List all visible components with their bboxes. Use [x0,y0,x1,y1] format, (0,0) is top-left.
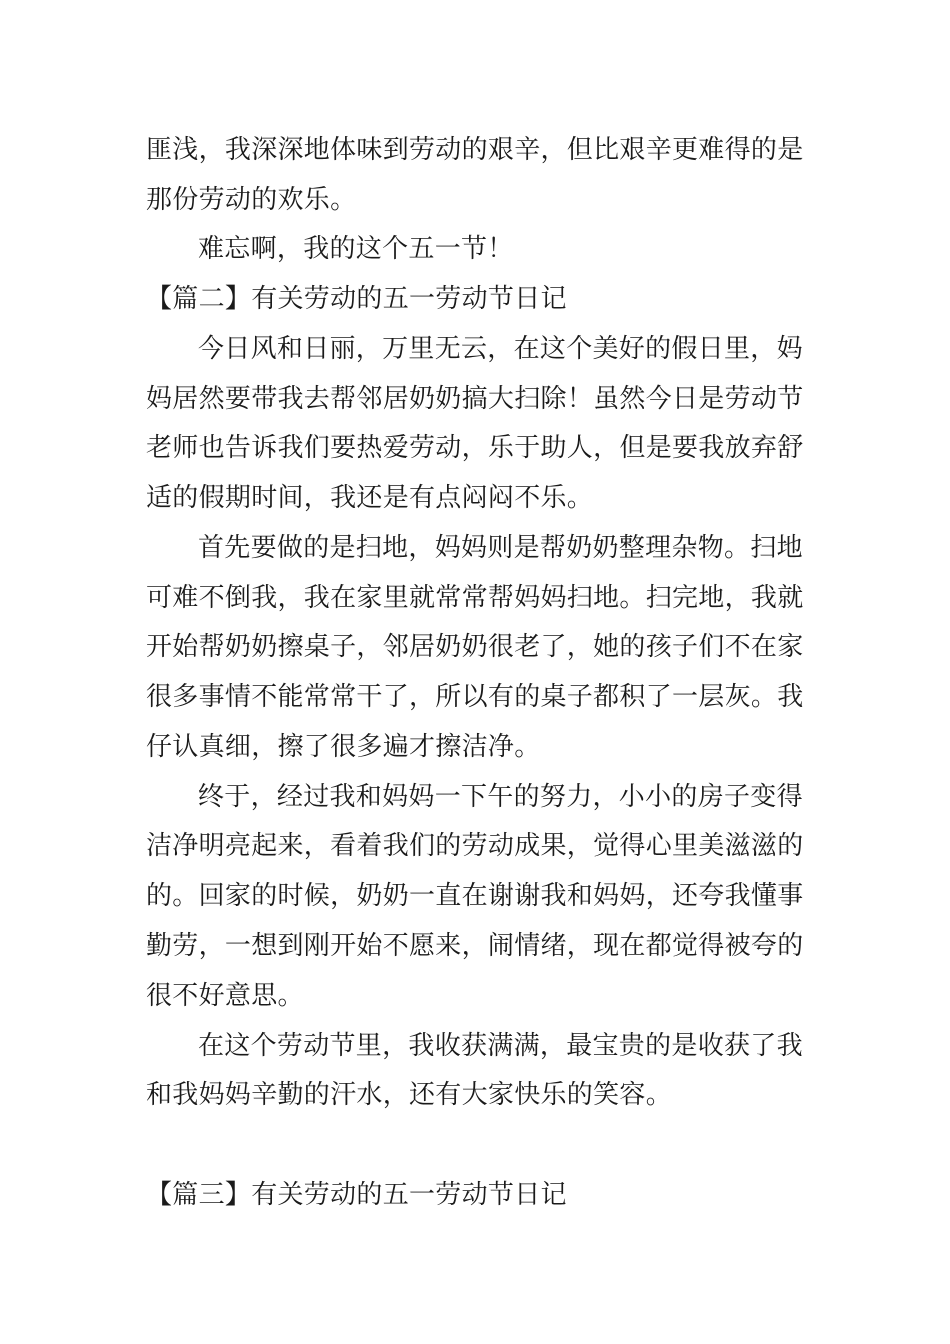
text-line: 匪浅，我深深地体味到劳动的艰辛，但比艰辛更难得的是 [146,135,804,165]
text-line: 今日风和日丽，万里无云，在这个美好的假日里，妈 [198,334,803,364]
text-line: 勤劳，一想到刚开始不愿来，闹情绪，现在都觉得被夸的 [146,931,804,961]
text-line: 很多事情不能常常干了，所以有的桌子都积了一层灰。我 [146,682,804,712]
text-line: 妈居然要带我去帮邻居奶奶搞大扫除！虽然今日是劳动节 [146,384,804,414]
text-line: 在这个劳动节里，我收获满满，最宝贵的是收获了我 [198,1031,803,1061]
text-line: 可难不倒我，我在家里就常常帮妈妈扫地。扫完地，我就 [146,583,804,613]
text-line: 的。回家的时候，奶奶一直在谢谢我和妈妈，还夸我懂事 [146,881,804,911]
text-line: 终于，经过我和妈妈一下午的努力，小小的房子变得 [198,782,803,812]
section-heading: 【篇二】有关劳动的五一劳动节日记 [146,284,567,314]
text-line: 很不好意思。 [146,981,304,1011]
text-line: 和我妈妈辛勤的汗水，还有大家快乐的笑容。 [146,1080,673,1110]
section-heading: 【篇三】有关劳动的五一劳动节日记 [146,1180,567,1210]
text-line: 洁净明亮起来，看着我们的劳动成果，觉得心里美滋滋的 [146,831,804,861]
text-line: 那份劳动的欢乐。 [146,185,357,215]
text-line: 开始帮奶奶擦桌子，邻居奶奶很老了，她的孩子们不在家 [146,632,804,662]
text-line: 仔认真细，擦了很多遍才擦洁净。 [146,732,541,762]
text-line: 老师也告诉我们要热爱劳动，乐于助人，但是要我放弃舒 [146,433,804,463]
text-line: 难忘啊，我的这个五一节！ [198,234,514,264]
text-line: 首先要做的是扫地，妈妈则是帮奶奶整理杂物。扫地 [198,533,803,563]
text-line: 适的假期时间，我还是有点闷闷不乐。 [146,483,594,513]
